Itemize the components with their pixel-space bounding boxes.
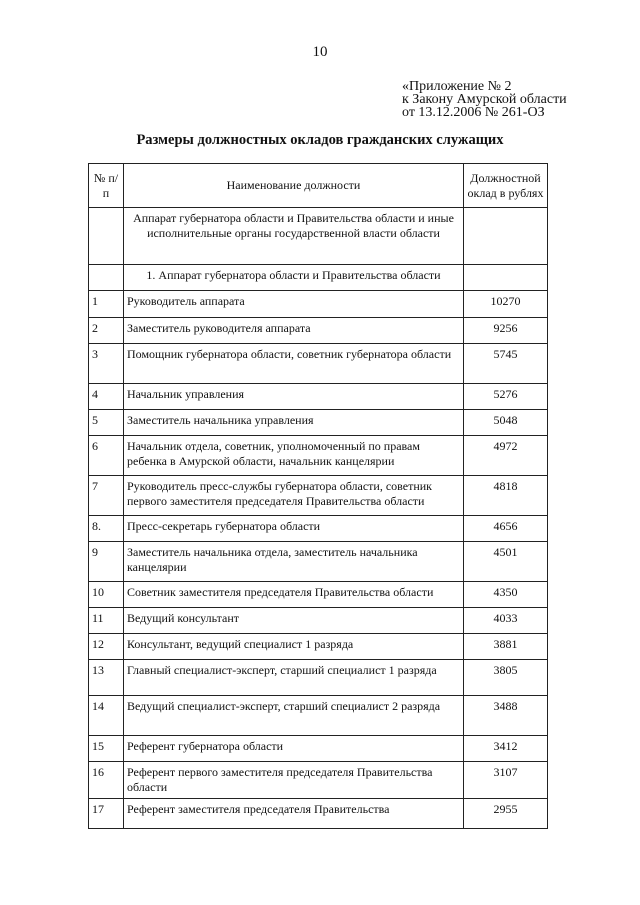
table-row: [89, 291, 548, 318]
table-row: [89, 542, 548, 582]
row-position: Референт заместителя председателя Правительства: [124, 799, 464, 829]
table-row: [89, 582, 548, 608]
row-salary: 4972: [464, 436, 548, 476]
row-position: Помощник губернатора области, советник губернатора области: [124, 344, 464, 384]
row-number: 5: [89, 410, 124, 436]
appendix-line-2: к Закону Амурской области: [402, 92, 567, 107]
section-title: Аппарат губернатора области и Правительства области и иные исполнительные органы государственной власти области: [124, 208, 464, 265]
subsection-title: 1. Аппарат губернатора области и Правительства области: [124, 265, 464, 291]
table-row: [89, 384, 548, 410]
row-position: Заместитель начальника управления: [124, 410, 464, 436]
row-position: Начальник отдела, советник, уполномоченный по правам ребенка в Амурской области, начальник канцелярии: [124, 436, 464, 476]
row-position: Советник заместителя председателя Правительства области: [124, 582, 464, 608]
header-salary: Должностной оклад в рублях: [464, 164, 548, 208]
table-row: [89, 318, 548, 344]
table-row: [89, 762, 548, 799]
row-number: 4: [89, 384, 124, 410]
table-row: [89, 799, 548, 829]
row-number: 15: [89, 736, 124, 762]
table-row: [89, 476, 548, 516]
row-number: 10: [89, 582, 124, 608]
row-position: Начальник управления: [124, 384, 464, 410]
row-position: Ведущий консультант: [124, 608, 464, 634]
subsection-row: [89, 265, 548, 291]
table-row: [89, 608, 548, 634]
row-number: 12: [89, 634, 124, 660]
document-title: Размеры должностных окладов гражданских служащих: [136, 132, 504, 148]
appendix-reference: [402, 80, 567, 119]
row-position: Главный специалист-эксперт, старший специалист 1 разряда: [124, 660, 464, 696]
row-position: Руководитель аппарата: [124, 291, 464, 318]
row-salary: 3412: [464, 736, 548, 762]
row-number: 8.: [89, 516, 124, 542]
row-number: 2: [89, 318, 124, 344]
table-row: [89, 516, 548, 542]
row-position: Пресс-секретарь губернатора области: [124, 516, 464, 542]
row-salary: 3488: [464, 696, 548, 736]
row-position: Консультант, ведущий специалист 1 разряда: [124, 634, 464, 660]
row-position: Референт губернатора области: [124, 736, 464, 762]
row-position: Референт первого заместителя председателя Правительства области: [124, 762, 464, 799]
row-number: 16: [89, 762, 124, 799]
table-row: [89, 696, 548, 736]
row-position: Заместитель руководителя аппарата: [124, 318, 464, 344]
row-number: 6: [89, 436, 124, 476]
row-salary: 10270: [464, 291, 548, 318]
row-position: Заместитель начальника отдела, заместитель начальника канцелярии: [124, 542, 464, 582]
row-salary: 4350: [464, 582, 548, 608]
header-position: Наименование должности: [124, 164, 464, 208]
row-salary: 5276: [464, 384, 548, 410]
row-salary: 4818: [464, 476, 548, 516]
row-salary: 3805: [464, 660, 548, 696]
table-row: [89, 634, 548, 660]
row-salary: 3881: [464, 634, 548, 660]
row-salary: 5745: [464, 344, 548, 384]
row-salary: 2955: [464, 799, 548, 829]
table-row: [89, 436, 548, 476]
table-row: [89, 410, 548, 436]
section-row: [89, 208, 548, 265]
row-number: 3: [89, 344, 124, 384]
table-row: [89, 736, 548, 762]
row-number: 14: [89, 696, 124, 736]
header-num: № п/п: [89, 164, 124, 208]
appendix-line-1: «Приложение № 2: [402, 79, 512, 94]
table-row: [89, 344, 548, 384]
row-number: 9: [89, 542, 124, 582]
row-position: Ведущий специалист-эксперт, старший специалист 2 разряда: [124, 696, 464, 736]
table-row: [89, 660, 548, 696]
row-number: 17: [89, 799, 124, 829]
row-number: 13: [89, 660, 124, 696]
row-number: 11: [89, 608, 124, 634]
row-salary: 4656: [464, 516, 548, 542]
row-salary: 9256: [464, 318, 548, 344]
row-number: 1: [89, 291, 124, 318]
row-salary: 5048: [464, 410, 548, 436]
row-salary: 3107: [464, 762, 548, 799]
appendix-line-3: от 13.12.2006 № 261-ОЗ: [402, 105, 545, 120]
page-number: 10: [312, 44, 328, 60]
row-number: 7: [89, 476, 124, 516]
table-header-row: [89, 164, 548, 208]
row-salary: 4501: [464, 542, 548, 582]
salary-table: [88, 163, 548, 829]
row-position: Руководитель пресс-службы губернатора области, советник первого заместителя председателя Правительства области: [124, 476, 464, 516]
row-salary: 4033: [464, 608, 548, 634]
